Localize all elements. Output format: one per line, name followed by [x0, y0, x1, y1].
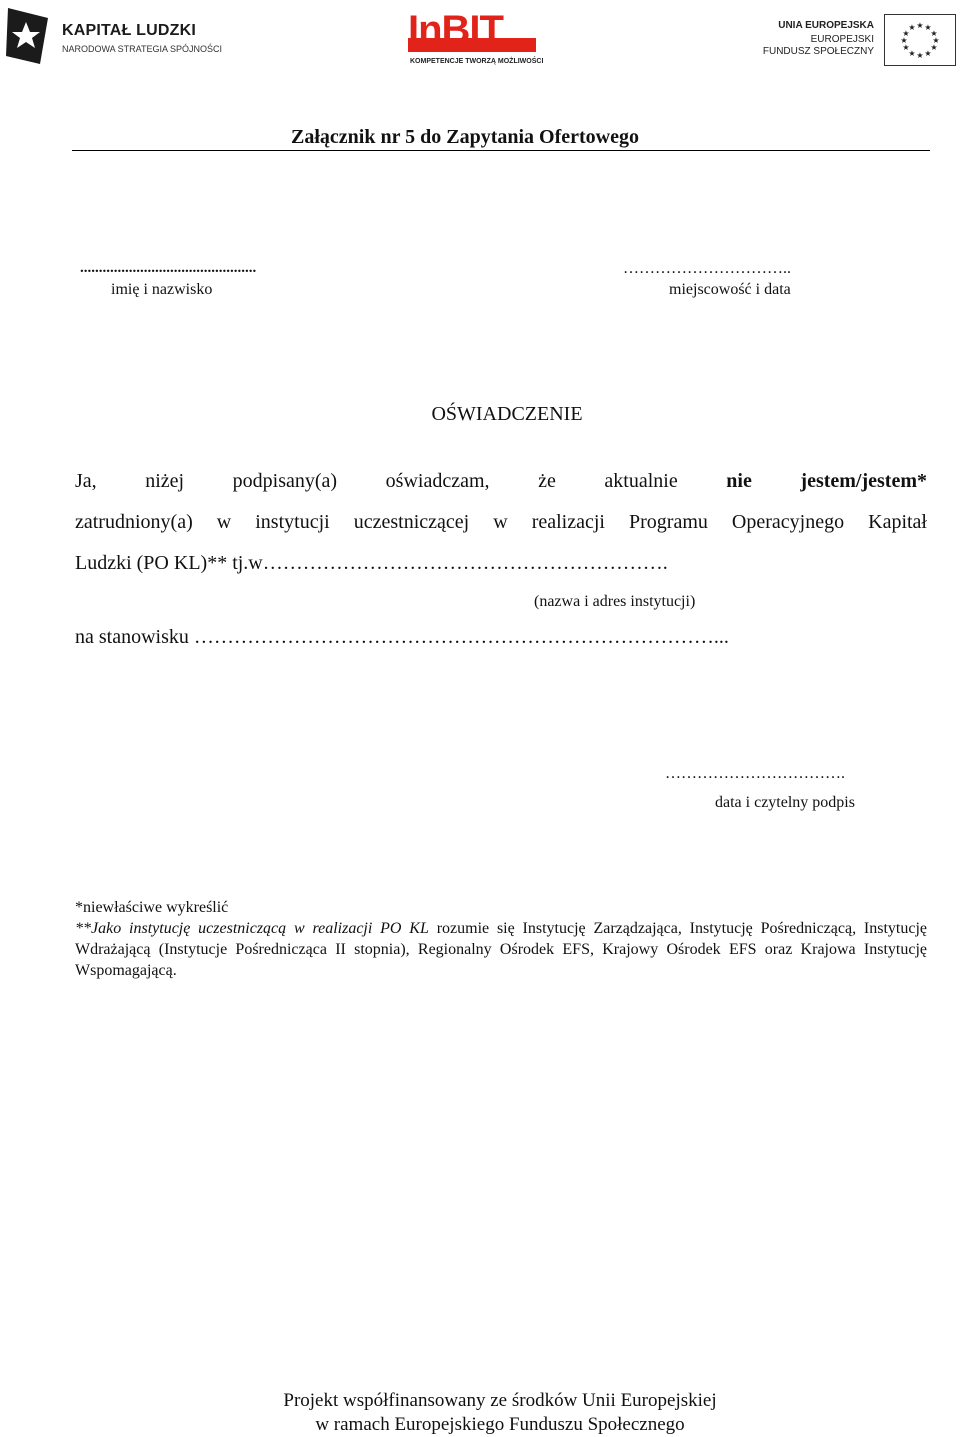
kapital-ludzki-subtitle: NARODOWA STRATEGIA SPÓJNOŚCI: [62, 44, 223, 54]
position-line: na stanowisku ……………………………………………………………………...: [75, 626, 729, 648]
svg-text:★: ★: [916, 21, 924, 30]
svg-text:★: ★: [930, 29, 938, 38]
name-dots: ...............................................: [80, 260, 257, 276]
svg-text:★: ★: [930, 43, 938, 52]
title-underline: [72, 150, 930, 151]
kapital-ludzki-logo: [4, 4, 223, 68]
inbit-wordmark: InBIT: [408, 8, 503, 52]
footer-line-1: Projekt współfinansowany ze środków Unii Europejskiej: [283, 1390, 717, 1411]
name-label: imię i nazwisko: [111, 281, 213, 298]
signature-dots: …………………………….: [665, 765, 845, 782]
footnote-2: [75, 918, 927, 981]
footnote-2-italic: **Jako instytucję uczestniczącą w realizacji PO KL: [75, 920, 429, 937]
eu-line-1: UNIA EUROPEJSKA: [778, 20, 874, 31]
place-date-label: miejscowość i data: [669, 281, 791, 298]
signature-label: data i czytelny podpis: [715, 794, 855, 811]
statement-line-1: [75, 461, 927, 502]
svg-text:★: ★: [902, 29, 910, 38]
svg-text:★: ★: [924, 23, 932, 32]
kapital-ludzki-emblem-icon: [4, 4, 52, 68]
inbit-logo: [408, 8, 542, 70]
svg-text:★: ★: [916, 51, 924, 60]
statement-heading: OŚWIADCZENIE: [431, 403, 583, 425]
eu-line-2: EUROPEJSKI: [810, 34, 874, 45]
svg-text:★: ★: [932, 36, 940, 45]
eu-flag-icon: [884, 14, 956, 66]
footnote-2-text: rozumie się Instytucję Zarządzająca, Instytucję Pośredniczącą, Instytucję Wdrażającą (Instytucje Pośrednicząca II stopnia), Regionalny Ośrodek EFS, Krajowy Ośrodek EFS oraz Krajowa Instytucję Wspomagającą.: [75, 920, 928, 979]
place-date-dots: …………………………..: [623, 260, 791, 277]
svg-text:★: ★: [902, 43, 910, 52]
svg-text:★: ★: [924, 49, 932, 58]
statement-line-1-text: Ja, niżej podpisany(a) oświadczam, że aktualnie: [75, 470, 678, 492]
svg-text:★: ★: [908, 23, 916, 32]
statement-line-2: zatrudniony(a) w instytucji uczestniczącej w realizacji Programu Operacyjnego Kapitał: [75, 511, 927, 533]
document-title: Załącznik nr 5 do Zapytania Ofertowego: [291, 126, 639, 148]
eu-line-3: FUNDUSZ SPOŁECZNY: [762, 46, 874, 57]
svg-text:★: ★: [900, 36, 908, 45]
footer-line-2: w ramach Europejskiego Funduszu Społecznego: [315, 1414, 685, 1435]
statement-line-3: Ludzki (PO KL)** tj.w…………………………………………………….: [75, 552, 668, 574]
footnote-1: *niewłaściwe wykreślić: [75, 899, 229, 916]
svg-text:★: ★: [908, 49, 916, 58]
inbit-tagline: KOMPETENCJE TWORZĄ MOŻLIWOŚCI: [410, 58, 544, 65]
institution-label: (nazwa i adres instytucji): [534, 593, 696, 610]
eu-logo: [762, 14, 958, 66]
statement-choice: nie jestem/jestem*: [726, 470, 928, 492]
kapital-ludzki-title: KAPITAŁ LUDZKI: [62, 22, 197, 39]
